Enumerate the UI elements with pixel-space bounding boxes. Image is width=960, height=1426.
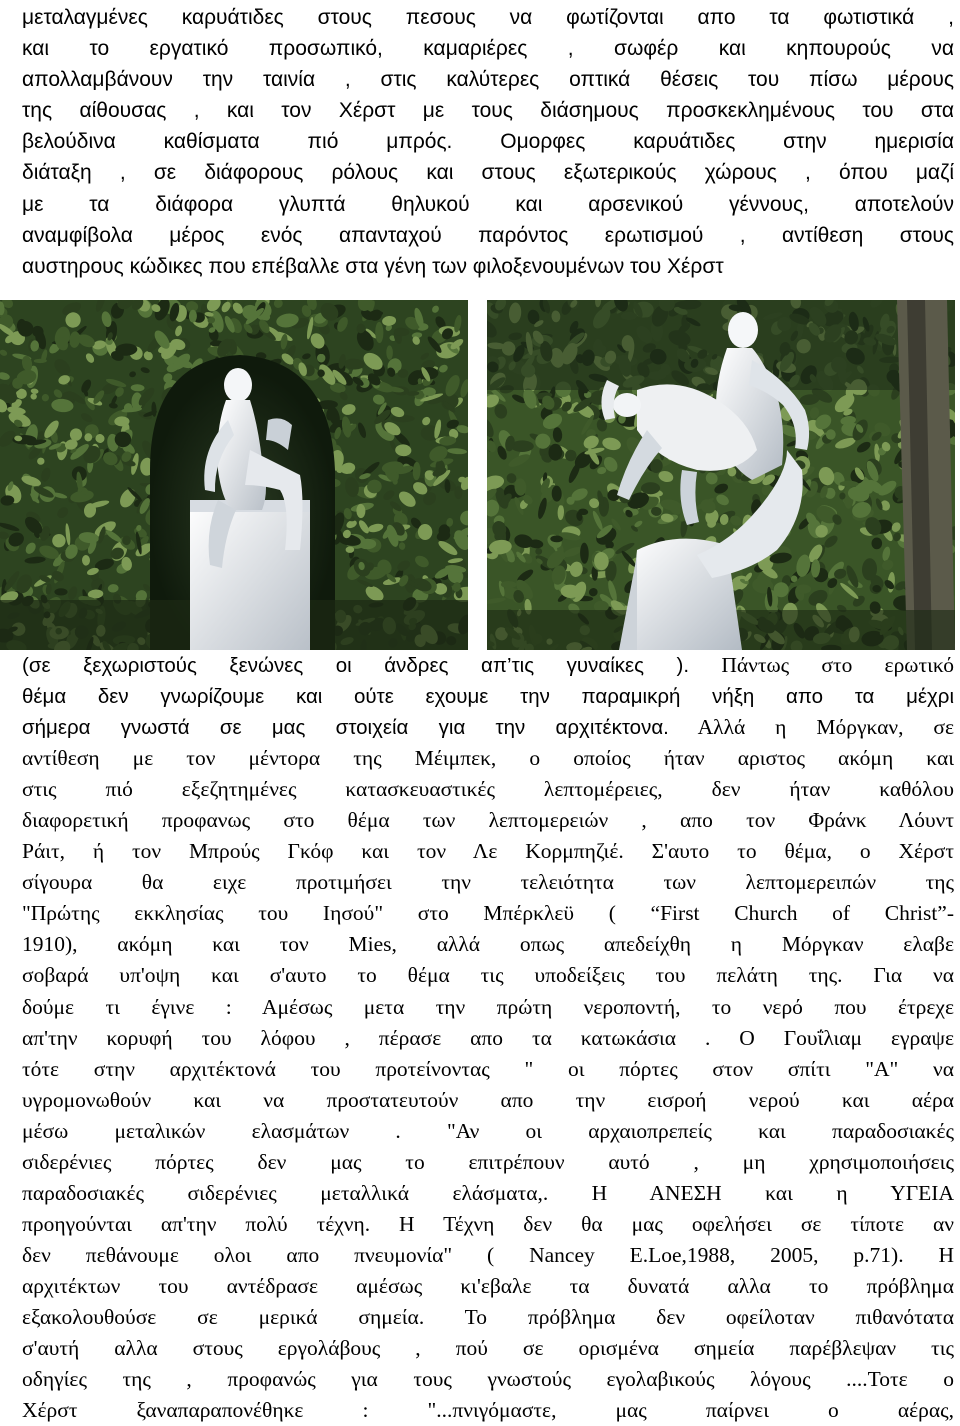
text-fragment: Πάντως στο ερωτικό xyxy=(689,653,954,677)
text-line: απ'την κορυφή του λόφου , πέρασε απο τα κατωκάσια . Ο Γουΐλιαμ εγραψε xyxy=(22,1025,954,1050)
text-line: παραδοσιακές σιδερένιες μεταλλικά ελάσματα,. Η ΑΝΕΣΗ και η ΥΓΕΙΑ xyxy=(22,1180,954,1205)
text-line: διαφορετική προφανως στο θέμα των λεπτομερειών , απο τον Φράνκ Λόυντ xyxy=(22,808,954,833)
text-line: της αίθουσας , και τον Χέρστ με τους διάσημους προσκεκλημένους του στα xyxy=(22,99,954,123)
text-line: σοβαρά υπ'οψη και σ'αυτο το θέμα τις υποδείξεις του πελάτη της. Για να xyxy=(22,963,954,988)
text-line: στις πιό εξεζητημένες κατασκευαστικές λεπτομέρειες, δεν ήταν καθόλου xyxy=(22,777,954,802)
text-line: τότε στην αρχιτέκτονά του προτείνοντας " οι πόρτες στον σπίτι "Α" να xyxy=(22,1056,954,1081)
text-line: "Πρώτης εκκλησίας του Ιησού" στο Μπέρκλεϋ ( “First Church of Christ”- xyxy=(22,901,954,926)
text-line: απολλαμβάνουν την ταινία , στις καλύτερες οπτικά θέσεις του πίσω μέρους xyxy=(22,68,954,92)
text-line: μεταλαγμένες καρυάτιδες στους πεσους να φωτίζονται απο τα φωτιστικά , xyxy=(22,6,954,29)
photo-statue-seated-woman xyxy=(0,300,468,650)
paragraph-top xyxy=(22,2,954,282)
leaf-texture xyxy=(346,547,355,553)
text-line xyxy=(22,650,954,681)
text-line: δεν πεθάνουμε ολοι απο πνευμονία" ( Nancey E.Loe,1988, 2005, p.71). Η xyxy=(22,1242,954,1267)
text-line: αρχιτέκτων του αντέδρασε αμέσως κι'εβαλε τα δυνατά αλλα το πρόβλημα xyxy=(22,1273,954,1298)
text-line: αντίθεση με τον μέντορα της Μέιμπεκ, ο οποίος ήταν αριστος ακόμη και xyxy=(22,746,954,771)
text-line: 1910), ακόμη και τον Mies, αλλά οπως απεδείχθη η Μόργκαν ελαβε xyxy=(22,932,954,957)
text-line: αυστηρους κώδικες που επέβαλλε στα γένη των φιλοξενουμένων του Χέρστ xyxy=(22,254,724,278)
text-line: σιδερένιες πόρτες δεν μας το επιτρέπουν αυτό , μη χρησιμοποιήσεις xyxy=(22,1149,954,1174)
photo-right-drawing xyxy=(487,300,955,650)
text-line: και το εργατικό προσωπικό, καμαριέρες , σωφέρ και κηπουρούς να xyxy=(22,37,954,61)
text-line: σ'αυτή αλλα στους εργολάβους , πού σε ορισμένα σημεία παρέβλεψαν τις xyxy=(22,1336,954,1361)
text-line xyxy=(22,681,954,712)
text-line: βελούδινα καθίσματα πιό μπρός. Ομορφες καρυάτιδες στην ημερισία xyxy=(22,130,954,154)
text-line: υγρομονωθούν και να προστατευτούν απο την εισροή νερού και αέρα xyxy=(22,1087,954,1112)
text-line xyxy=(22,712,954,743)
text-line: Ράιτ, ή τον Μπρούς Γκόφ και τον Λε Κορμπηζιέ. Σ'αυτο το θέμα, ο Χέρστ xyxy=(22,839,954,864)
photo-statue-couple xyxy=(487,300,955,650)
text-line: σίγουρα θα ειχε προτιμήσει την τελειότητα των λεπτομερειπών της xyxy=(22,870,954,895)
text-line: οδηγίες της , προφανώς για τους γνωστούς εγολαβικούς λόγους ....Τοτε ο xyxy=(22,1367,954,1392)
text-line: Χέρστ ξαναπαραπονέθηκε : "...πνιγόμαστε, μας παίρνει ο αέρας, xyxy=(22,1398,954,1423)
text-line: δούμε τι έγινε : Αμέσως μετα την πρώτη νεροποντή, το νερό που έτρεχε xyxy=(22,994,954,1019)
text-line: διάταξη , σε διάφορους ρόλους και στους εξωτερικούς χώρους , όπου μαζί xyxy=(22,161,954,185)
text-fragment: θέμα δεν γνωρίζουμε και ούτε εχουμε την παραμικρή νήξη απο τα μέχρι xyxy=(22,685,954,709)
leaf-texture xyxy=(796,584,811,593)
text-line: εξακολουθούσε σε μερικά σημεία. Το πρόβλημα δεν οφείλοταν πιθανότατα xyxy=(22,1304,954,1329)
leaf-texture xyxy=(54,588,67,595)
text-line: προηγούνται απ'την πολύ τέχνη. Η Τέχνη δεν θα μας οφελήσει σε τίποτε αν xyxy=(22,1211,954,1236)
text-line: μέσω μεταλικών ελασμάτων . "Αν οι αρχαιοπρεπείς και παραδοσιακές xyxy=(22,1118,954,1143)
text-fragment: (σε ξεχωριστούς ξενώνες οι άνδρες απ’τις γυναίκες ). xyxy=(22,654,690,677)
text-fragment: Αλλά η Μόργκαν, σε xyxy=(668,715,954,740)
photo-left-drawing xyxy=(0,300,468,650)
text-line: αναμφίβολα μέρος ενός απανταχού παρόντος ερωτισμού , αντίθεση στους xyxy=(22,223,954,247)
paragraph-bottom xyxy=(22,650,954,1426)
text-line: με τα διάφορα γλυπτά θηλυκού και αρσενικού γέννους, αποτελούν xyxy=(22,192,954,216)
text-fragment: σήμερα γνωστά σε μας στοιχεία για την αρχιτέκτονα. xyxy=(22,716,669,740)
